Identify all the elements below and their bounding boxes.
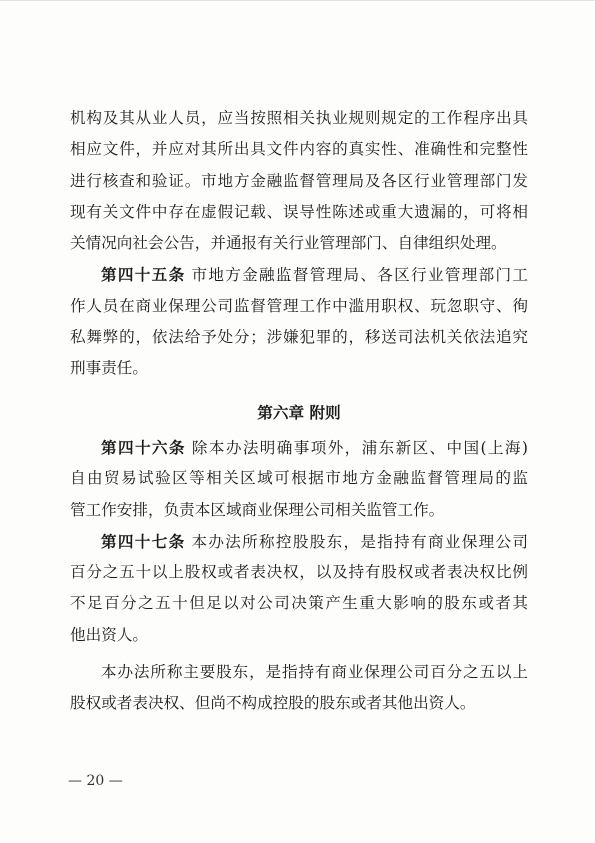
text-line: 他出资人。 — [70, 625, 148, 644]
article-46 — [70, 432, 528, 526]
page-top-edge — [0, 0, 596, 1]
page-number: — 20 — — [68, 773, 123, 789]
article-number: 第四十五条 — [101, 265, 186, 285]
article-number: 第四十六条 — [101, 437, 186, 457]
text-line: 私舞弊的，依法给予处分；涉嫌犯罪的，移送司法机关依法追究 — [70, 328, 528, 347]
text-line: 自由贸易试验区等相关区域可根据市地方金融监督管理局的监 — [70, 469, 528, 488]
text-line: 刑事责任。 — [70, 359, 148, 378]
text-line: 相应文件，并应对其所出具文件内容的真实性、准确性和完整性 — [70, 140, 528, 159]
chapter-heading: 第六章 附则 — [257, 402, 341, 422]
text-line — [70, 432, 528, 463]
article-47 — [70, 526, 528, 651]
text-line: 作人员在商业保理公司监督管理工作中滥用职权、玩忽职守、徇 — [70, 296, 528, 315]
text-line: 不足百分之五十但足以对公司决策产生重大影响的股东或者其 — [70, 594, 528, 613]
text-line: 进行核查和验证。市地方金融监督管理局及各区行业管理部门发 — [70, 171, 528, 190]
article-text: 本办法所称控股股东，是指持有商业保理公司 — [191, 532, 528, 551]
text-line — [70, 526, 528, 557]
paragraph-continuation — [70, 103, 528, 259]
text-line: 本办法所称主要股东，是指持有商业保理公司百分之五以上 — [101, 663, 528, 682]
text-line: 百分之五十以上股权或者表决权，以及持有股权或者表决权比例 — [70, 563, 528, 582]
text-line: 机构及其从业人员，应当按照相关执业规则规定的工作程序出具 — [70, 109, 528, 127]
article-number: 第四十七条 — [101, 531, 186, 551]
text-line: 现有关文件中存在虚假记载、误导性陈述或重大遗漏的，可将相 — [70, 202, 528, 221]
article-45 — [70, 259, 528, 384]
document-body — [70, 103, 528, 720]
text-line — [70, 259, 528, 290]
paragraph-major-shareholder — [70, 657, 528, 720]
text-line: 管工作安排，负责本区域商业保理公司相关监管工作。 — [70, 500, 445, 519]
article-text: 除本办法明确事项外，浦东新区、中国(上海) — [191, 438, 528, 457]
article-text: 市地方金融监督管理局、各区行业管理部门工 — [191, 266, 528, 285]
text-line: 关情况向社会公告，并通报有关行业管理部门、自律组织处理。 — [70, 234, 507, 253]
text-line: 股权或者表决权、但尚不构成控股的股东或者其他出资人。 — [70, 694, 476, 713]
